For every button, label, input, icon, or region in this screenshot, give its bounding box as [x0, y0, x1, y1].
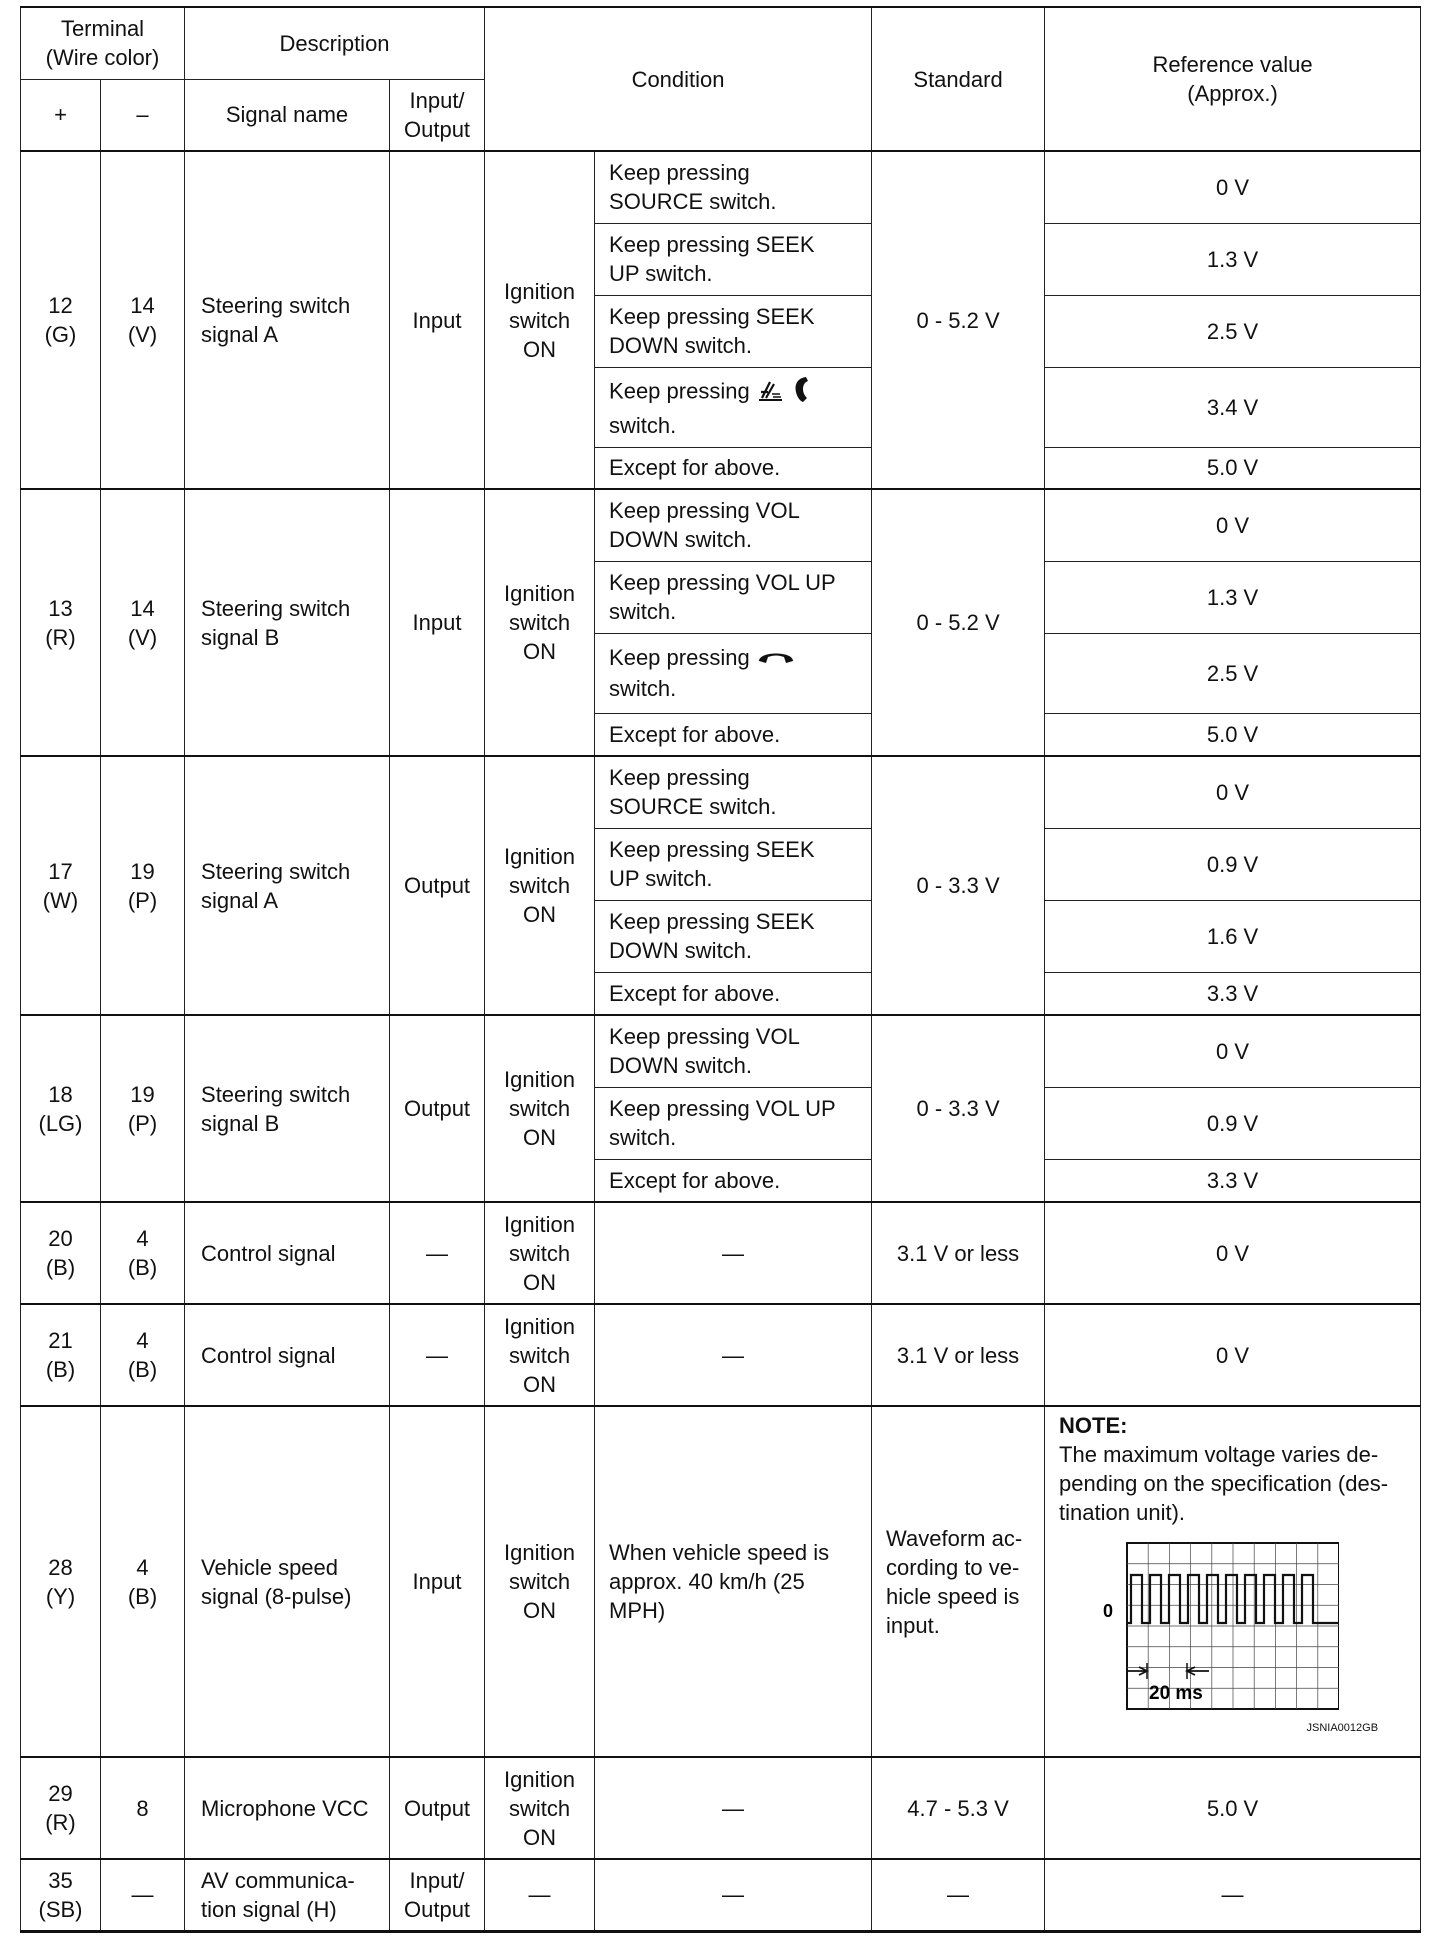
hang-up-icon	[756, 643, 796, 674]
header-minus: –	[101, 79, 185, 151]
zero-label: 0	[1103, 1601, 1114, 1621]
condition-ignition: —	[485, 1859, 595, 1931]
header-standard: Standard	[872, 7, 1045, 151]
condition-detail	[595, 633, 872, 713]
standard-value: 0 - 3.3 V	[872, 1015, 1045, 1202]
reference-value: 3.3 V	[1045, 972, 1421, 1015]
condition-detail: When vehicle speed is approx. 40 km/h (25 MPH)	[595, 1406, 872, 1757]
terminal-minus: —	[101, 1859, 185, 1931]
table-row	[21, 1304, 1421, 1406]
reference-value: 1.6 V	[1045, 900, 1421, 972]
terminal-plus: 21 (B)	[21, 1304, 101, 1406]
terminal-table-container	[20, 6, 1420, 1933]
standard-value: 4.7 - 5.3 V	[872, 1757, 1045, 1859]
condition-ignition: Ignition switch ON	[485, 1202, 595, 1304]
signal-name: Microphone VCC	[185, 1757, 390, 1859]
terminal-minus: 4 (B)	[101, 1406, 185, 1757]
standard-value: 0 - 5.2 V	[872, 151, 1045, 489]
condition-detail: Keep pressing SEEK DOWN switch.	[595, 295, 872, 367]
condition-detail: Except for above.	[595, 713, 872, 756]
signal-name: Vehicle speed signal (8-pulse)	[185, 1406, 390, 1757]
input-output: Input	[390, 1406, 485, 1757]
reference-value: 5.0 V	[1045, 447, 1421, 489]
condition-detail: Except for above.	[595, 1159, 872, 1202]
terminal-plus: 20 (B)	[21, 1202, 101, 1304]
reference-value: 0 V	[1045, 489, 1421, 561]
reference-value: 0.9 V	[1045, 1087, 1421, 1159]
input-output: —	[390, 1202, 485, 1304]
input-output: Input/ Output	[390, 1859, 485, 1931]
condition-detail: Keep pressing SEEK UP switch.	[595, 828, 872, 900]
table-row	[21, 756, 1421, 828]
standard-value: 3.1 V or less	[872, 1202, 1045, 1304]
condition-text: Keep pressing	[609, 378, 750, 404]
reference-value: 1.3 V	[1045, 223, 1421, 295]
reference-note	[1045, 1406, 1421, 1757]
table-row	[21, 1757, 1421, 1859]
terminal-minus: 4 (B)	[101, 1202, 185, 1304]
waveform-chart	[1099, 1541, 1339, 1713]
condition-detail: Keep pressing SEEK DOWN switch.	[595, 900, 872, 972]
terminal-minus: 14 (V)	[101, 151, 185, 489]
reference-value: 5.0 V	[1045, 1757, 1421, 1859]
table-row	[21, 489, 1421, 561]
condition-detail: Keep pressing VOL UP switch.	[595, 561, 872, 633]
standard-value: 3.1 V or less	[872, 1304, 1045, 1406]
reference-value: 3.4 V	[1045, 367, 1421, 447]
condition-ignition: Ignition switch ON	[485, 489, 595, 756]
terminal-minus: 8	[101, 1757, 185, 1859]
header-description: Description	[185, 7, 485, 79]
terminal-minus: 19 (P)	[101, 756, 185, 1015]
reference-value: 0 V	[1045, 151, 1421, 223]
reference-value: 0.9 V	[1045, 828, 1421, 900]
reference-value: 5.0 V	[1045, 713, 1421, 756]
input-output: Input	[390, 151, 485, 489]
standard-value: Waveform ac- cording to ve- hicle speed is input.	[872, 1406, 1045, 1757]
condition-text-2: switch.	[609, 413, 677, 438]
reference-value: 0 V	[1045, 1202, 1421, 1304]
condition-text: Keep pressing	[609, 644, 750, 670]
header-signal-name: Signal name	[185, 79, 390, 151]
reference-value: 0 V	[1045, 1304, 1421, 1406]
condition-detail	[595, 367, 872, 447]
reference-value: 0 V	[1045, 756, 1421, 828]
input-output: Output	[390, 1015, 485, 1202]
condition-ignition: Ignition switch ON	[485, 1757, 595, 1859]
signal-name: Steering switch signal B	[185, 1015, 390, 1202]
condition-ignition: Ignition switch ON	[485, 1406, 595, 1757]
header-terminal: Terminal (Wire color)	[21, 7, 185, 79]
terminal-plus: 18 (LG)	[21, 1015, 101, 1202]
figure-id: JSNIA0012GB	[1306, 1722, 1379, 1734]
voice-phone-icon	[756, 374, 820, 411]
signal-name: Control signal	[185, 1202, 390, 1304]
terminal-plus: 12 (G)	[21, 151, 101, 489]
terminal-plus: 17 (W)	[21, 756, 101, 1015]
header-reference: Reference value (Approx.)	[1045, 7, 1421, 151]
condition-detail: Keep pressing SOURCE switch.	[595, 151, 872, 223]
arrow-right-icon	[1127, 1667, 1147, 1675]
condition-detail: Keep pressing VOL DOWN switch.	[595, 489, 872, 561]
waveform-figure	[1099, 1541, 1408, 1720]
condition-detail: Keep pressing VOL DOWN switch.	[595, 1015, 872, 1087]
condition-detail: —	[595, 1304, 872, 1406]
reference-value: 2.5 V	[1045, 295, 1421, 367]
note-text: The maximum voltage varies de- pending on the specification (des- tination unit).	[1059, 1442, 1389, 1525]
header-condition: Condition	[485, 7, 872, 151]
terminal-minus: 4 (B)	[101, 1304, 185, 1406]
condition-detail: Keep pressing VOL UP switch.	[595, 1087, 872, 1159]
reference-value: 0 V	[1045, 1015, 1421, 1087]
reference-value: 3.3 V	[1045, 1159, 1421, 1202]
input-output: Output	[390, 1757, 485, 1859]
condition-ignition: Ignition switch ON	[485, 1304, 595, 1406]
reference-value: 1.3 V	[1045, 561, 1421, 633]
table-row	[21, 1406, 1421, 1757]
condition-detail: Keep pressing SEEK UP switch.	[595, 223, 872, 295]
table-body	[21, 151, 1421, 1931]
condition-ignition: Ignition switch ON	[485, 756, 595, 1015]
reference-value: 2.5 V	[1045, 633, 1421, 713]
header-plus: +	[21, 79, 101, 151]
standard-value: 0 - 5.2 V	[872, 489, 1045, 756]
signal-name: Steering switch signal B	[185, 489, 390, 756]
condition-ignition: Ignition switch ON	[485, 1015, 595, 1202]
condition-detail: —	[595, 1757, 872, 1859]
table-row	[21, 151, 1421, 223]
signal-name: Steering switch signal A	[185, 151, 390, 489]
standard-value: —	[872, 1859, 1045, 1931]
condition-detail: —	[595, 1202, 872, 1304]
note-heading: NOTE:	[1059, 1413, 1128, 1438]
signal-name: Control signal	[185, 1304, 390, 1406]
terminal-reference-table	[20, 6, 1421, 1933]
condition-detail: —	[595, 1859, 872, 1931]
condition-detail: Except for above.	[595, 972, 872, 1015]
input-output: Input	[390, 489, 485, 756]
condition-detail: Except for above.	[595, 447, 872, 489]
terminal-minus: 14 (V)	[101, 489, 185, 756]
condition-ignition: Ignition switch ON	[485, 151, 595, 489]
signal-name: Steering switch signal A	[185, 756, 390, 1015]
table-row	[21, 1202, 1421, 1304]
reference-value: —	[1045, 1859, 1421, 1931]
terminal-plus: 13 (R)	[21, 489, 101, 756]
header-input-output: Input/ Output	[390, 79, 485, 151]
terminal-plus: 29 (R)	[21, 1757, 101, 1859]
terminal-plus: 28 (Y)	[21, 1406, 101, 1757]
standard-value: 0 - 3.3 V	[872, 756, 1045, 1015]
table-row	[21, 1015, 1421, 1087]
input-output: Output	[390, 756, 485, 1015]
terminal-plus: 35 (SB)	[21, 1859, 101, 1931]
terminal-minus: 19 (P)	[101, 1015, 185, 1202]
condition-detail: Keep pressing SOURCE switch.	[595, 756, 872, 828]
table-row	[21, 1859, 1421, 1931]
time-scale-label: 20 ms	[1149, 1683, 1203, 1704]
signal-name: AV communica- tion signal (H)	[185, 1859, 390, 1931]
condition-text-2: switch.	[609, 676, 677, 702]
input-output: —	[390, 1304, 485, 1406]
